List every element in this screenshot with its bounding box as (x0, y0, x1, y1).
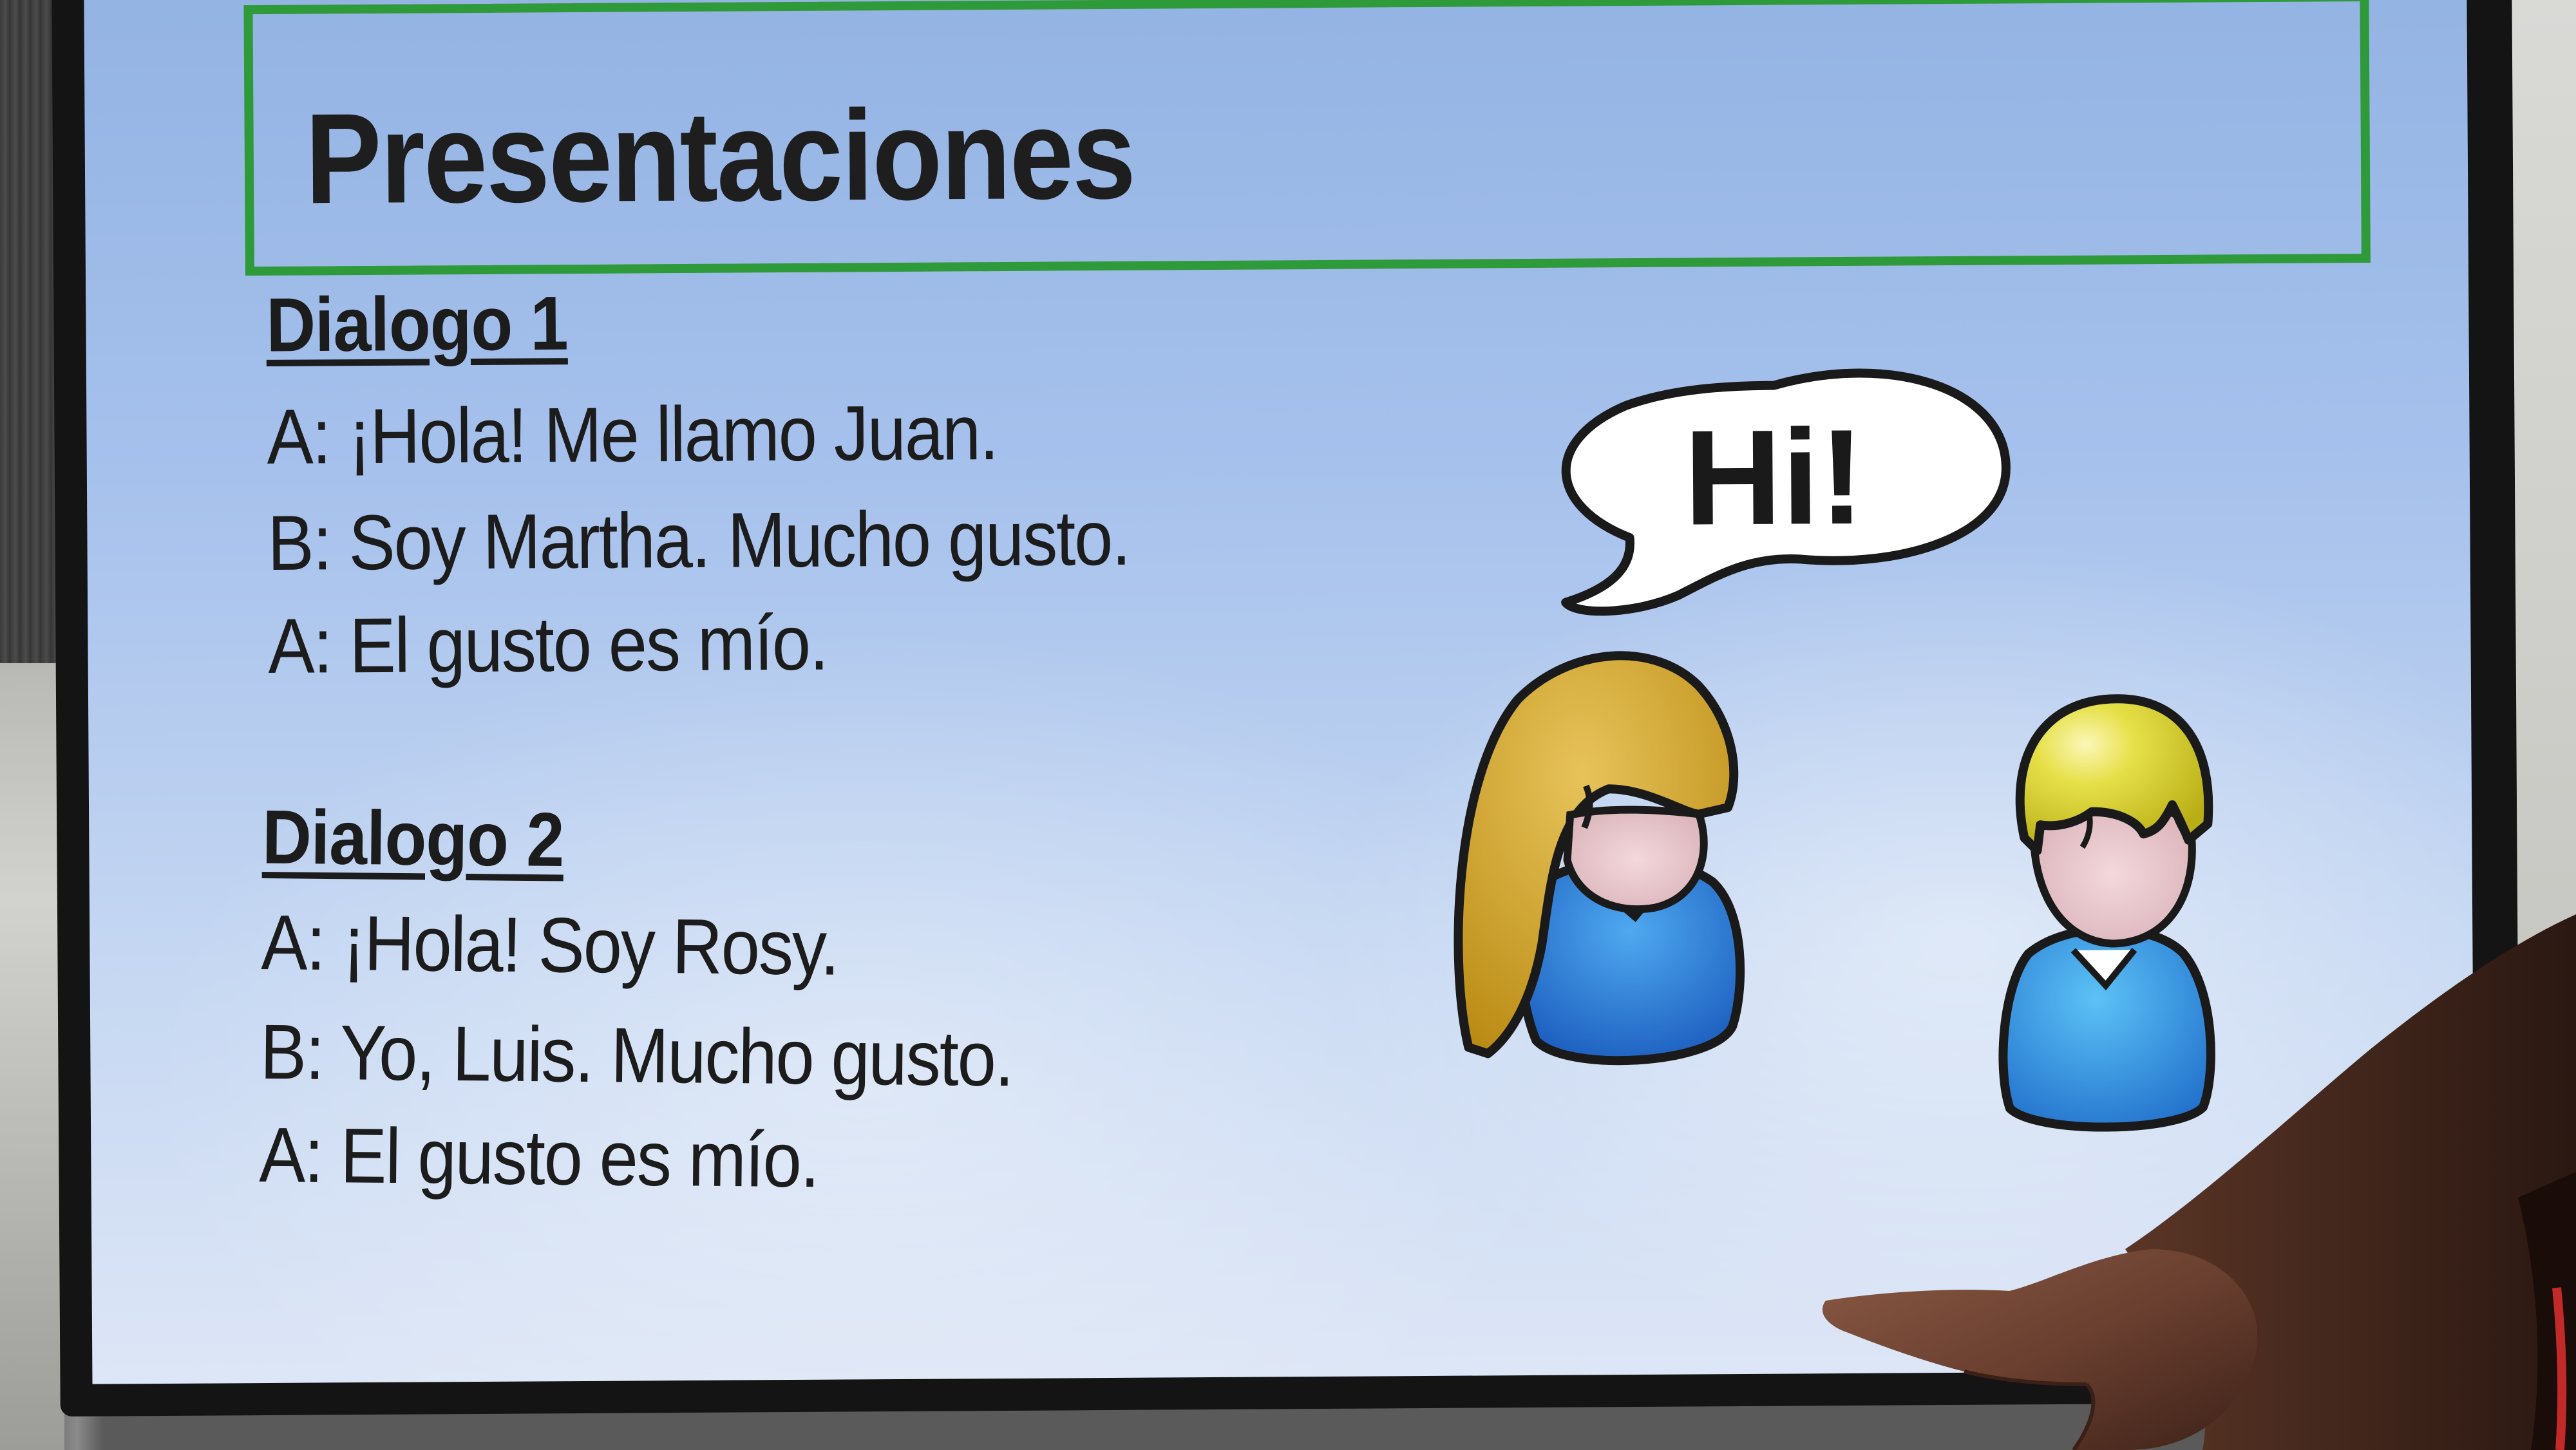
speech-bubble-text: Hi! (1683, 400, 1865, 554)
dialog-1-line-1: A: ¡Hola! Me llamo Juan. (267, 388, 998, 480)
dialog-1-line-2: B: Soy Martha. Mucho gusto. (267, 494, 1130, 587)
left-wall (0, 663, 64, 1450)
speech-bubble (1564, 372, 2007, 611)
dialog-2-line-2: B: Yo, Luis. Mucho gusto. (260, 1008, 1014, 1102)
dialog-2-line-1: A: ¡Hola! Soy Rosy. (261, 898, 839, 992)
dialog-2-line-3: A: El gusto es mío. (258, 1111, 819, 1204)
title-box (243, 0, 2371, 276)
dialog-1-heading: Dialogo 1 (266, 281, 568, 368)
slide-title: Presentaciones (305, 82, 1135, 231)
dialog-1 (266, 280, 1130, 690)
girl-figure-icon (1457, 655, 1741, 1061)
dialog-1-line-3: A: El gusto es mío. (268, 598, 828, 690)
teacher-hand (1790, 837, 2576, 1450)
dialog-2-heading: Dialogo 2 (261, 795, 564, 883)
dialog-2 (258, 794, 1014, 1204)
